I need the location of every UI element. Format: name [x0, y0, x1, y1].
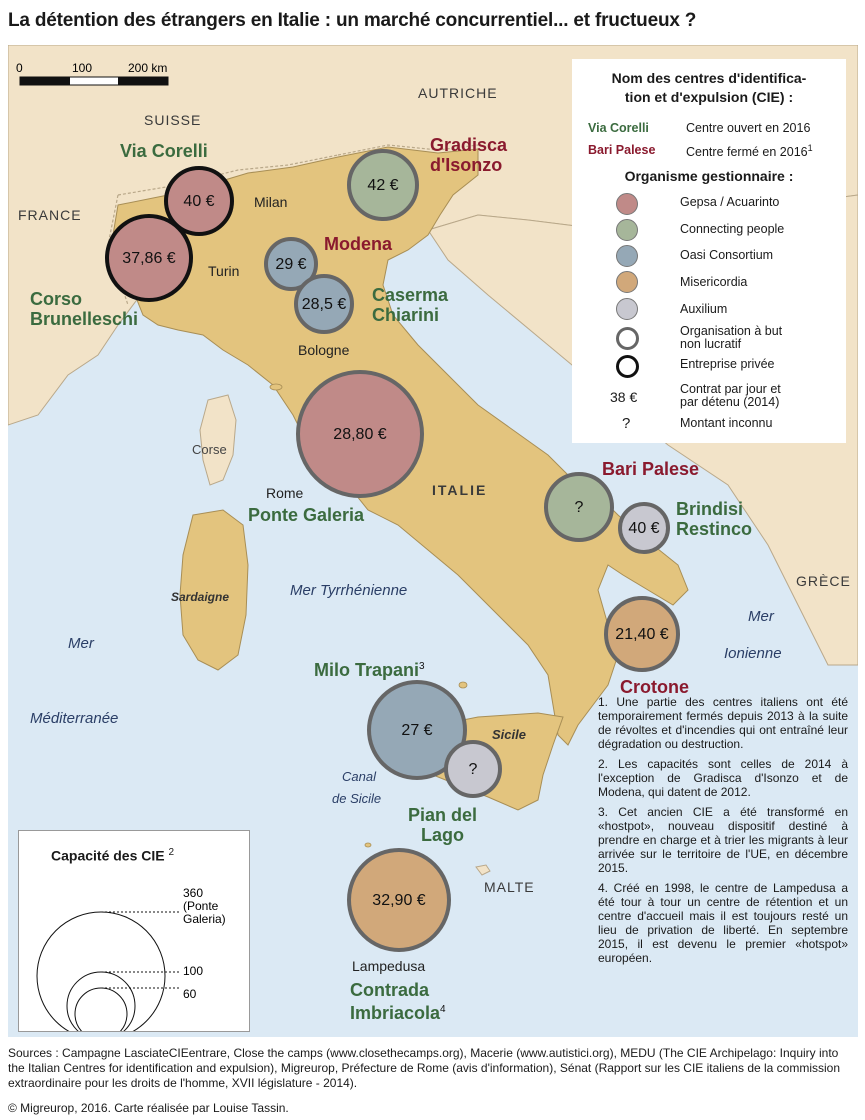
centre-crotone: Crotone — [620, 677, 689, 697]
circle-label-modena: 29 € — [275, 256, 307, 274]
centre-corso-line2: Brunelleschi — [30, 309, 139, 329]
centre-contrada-line2: Imbriacola — [350, 1003, 441, 1023]
centre-via-corelli: Via Corelli — [120, 141, 208, 161]
island-corse: Corse — [192, 442, 227, 457]
circle-label-ponte-galeria: 28,80 € — [333, 426, 387, 444]
swatch-gepsa — [616, 193, 638, 215]
city-turin: Turin — [208, 263, 240, 279]
legend-unknown-symbol: ? — [622, 415, 631, 432]
footnote-4: 4. Créé en 1998, le centre de Lampedusa a été tour à tour un centre de rétention et un centre d'accueil mais il est toujours resté un lieu de privation de liberté. En septembre 2015, il est devenu le premier «hotspot» européen. — [598, 881, 848, 965]
centre-gradisca-line2: d'Isonzo — [430, 155, 503, 175]
circle-label-caserma-chiarini: 28,5 € — [301, 296, 347, 314]
swatch-auxilium — [616, 298, 638, 320]
capacity-ponte-2: Galeria) — [183, 912, 226, 926]
circle-label-milo-trapani: 27 € — [401, 722, 433, 740]
island-sardaigne: Sardaigne — [171, 590, 230, 604]
legend-closed-desc-text: Centre fermé en 2016 — [686, 145, 808, 160]
circle-label-brindisi: 40 € — [628, 520, 660, 538]
legend-nonprofit-1: Organisation à but — [680, 324, 783, 338]
centre-brindisi-restinco — [676, 499, 752, 539]
legend-private: Entreprise privée — [680, 357, 775, 371]
legend-nonprofit-2: non lucratif — [680, 337, 742, 351]
legend-org-connecting: Connecting people — [680, 222, 785, 236]
centre-milo-trapani — [314, 657, 425, 680]
circle-label-gradisca: 42 € — [367, 177, 399, 195]
country-autriche: AUTRICHE — [418, 85, 498, 101]
scale-label-0: 0 — [16, 61, 23, 75]
centre-corso-brunelleschi — [30, 289, 138, 329]
centre-brindisi-line1: Brindisi — [676, 499, 744, 519]
centre-gradisca — [430, 135, 507, 175]
capacity-100: 100 — [183, 964, 204, 978]
footnote-1: 1. Une partie des centres italiens ont été temporairement fermés depuis 2013 à la suite de révoltes et d'incendies qui ont entraîné leur dégradation ou destruction. — [598, 695, 848, 751]
corsica — [200, 395, 236, 485]
sea-ionienne: Ionienne — [724, 645, 782, 662]
sources: Sources : Campagne LasciateCIEentrare, Close the camps (www.closethecamps.org), Macerie (www.autistici.org), MEDU (The CIE Archipelago: Inquiry into the Italian Centres for identification and expulsion), Migreurop, Préfecture de Rome (avis d'information), Sénat (Rapport sur les CIE italiens de la commission extraordinaire pour les droits de l'homme, XVII législature - 2014). — [8, 1046, 841, 1090]
circle-label-bari-palese: ? — [574, 499, 584, 517]
island-sicile: Sicile — [492, 727, 526, 742]
scale-bar — [20, 77, 168, 85]
scale-label-200: 200 km — [128, 61, 168, 75]
legend-contract-1: Contrat par jour et — [680, 382, 781, 396]
capacity-circles — [19, 831, 249, 1031]
centre-caserma-chiarini — [372, 285, 448, 325]
sea-mediterranee: Méditerranée — [30, 710, 119, 727]
capacity-legend — [18, 830, 250, 1032]
centre-contrada-imbriacola — [350, 980, 446, 1023]
legend-org-gepsa: Gepsa / Acuarinto — [680, 195, 780, 209]
malta — [476, 865, 490, 875]
centre-ponte-galeria: Ponte Galeria — [248, 505, 365, 525]
swatch-nonprofit — [616, 327, 639, 350]
country-suisse: SUISSE — [144, 112, 202, 128]
legend-closed-name: Bari Palese — [588, 143, 656, 157]
legend-org-auxilium: Auxilium — [680, 302, 728, 316]
city-lampedusa: Lampedusa — [352, 958, 426, 974]
footnote-3: 3. Cet ancien CIE a été transformé en «hostpot», nouveau dispositif destiné à prendre en charge et à trier les migrants à leur arrivée sur le territoire de l'UE, en décembre 2015. — [598, 805, 848, 875]
swatch-misericordia — [616, 271, 638, 293]
centre-bari-palese: Bari Palese — [602, 459, 700, 479]
scale-label-100: 100 — [72, 61, 93, 75]
circle-label-corso-brunelleschi: 37,86 € — [122, 250, 176, 268]
capacity-360-value: 360 — [183, 886, 204, 900]
city-milan: Milan — [254, 194, 288, 210]
circle-label-crotone: 21,40 € — [615, 626, 669, 644]
legend-org-oasi: Oasi Consortium — [680, 248, 774, 262]
circle-label-pian-del-lago: ? — [468, 761, 478, 779]
legend-open-name: Via Corelli — [588, 121, 649, 135]
legend-contract-2: par détenu (2014) — [680, 395, 780, 409]
capacity-title-text: Capacité des CIE — [51, 847, 165, 864]
centre-contrada-line1: Contrada — [350, 980, 430, 1000]
capacity-sup: 2 — [168, 847, 175, 858]
city-rome: Rome — [266, 485, 304, 501]
legend-org-misericordia: Misericordia — [680, 275, 748, 289]
map-title: La détention des étrangers en Italie : un marché concurrentiel... et fructueux ? — [8, 10, 697, 31]
swatch-private — [616, 355, 639, 378]
legend-title-2: tion et d'expulsion (CIE) : — [624, 89, 794, 105]
swatch-connecting — [616, 219, 638, 241]
map-area — [8, 45, 858, 1037]
country-france: FRANCE — [18, 207, 82, 223]
legend-open-desc: Centre ouvert en 2016 — [686, 121, 811, 135]
centre-milo-sup: 3 — [419, 661, 425, 672]
capacity-360 — [183, 887, 226, 926]
centre-pian-del-lago — [408, 805, 477, 845]
legend-closed-sup: 1 — [807, 143, 813, 153]
centre-contrada-sup: 4 — [440, 1004, 446, 1015]
legend-closed-desc — [686, 143, 813, 159]
sea-tyrrhenienne: Mer Tyrrhénienne — [290, 582, 408, 599]
centre-gradisca-line1: Gradisca — [430, 135, 508, 155]
legend-org-title: Organisme gestionnaire : — [624, 168, 794, 184]
circle-label-lampedusa: 32,90 € — [372, 892, 426, 910]
centre-pian-line2: Lago — [421, 825, 465, 845]
capacity-60: 60 — [183, 987, 197, 1001]
centre-brindisi-line2: Restinco — [676, 519, 753, 539]
centre-modena: Modena — [324, 234, 393, 254]
legend-contract-value: 38 € — [610, 389, 638, 405]
legend-contract — [680, 383, 781, 409]
centre-pian-line1: Pian del — [408, 805, 478, 825]
capacity-ponte-1: (Ponte — [183, 899, 219, 913]
centre-milo-text: Milo Trapani — [314, 660, 420, 680]
sea-mer: Mer — [68, 635, 94, 652]
legend-title-1: Nom des centres d'identifica- — [611, 70, 807, 86]
sea-de-sicile: de Sicile — [332, 791, 382, 806]
country-grece: GRÈCE — [796, 573, 851, 589]
sea-ionienne-mer: Mer — [748, 608, 774, 625]
legend-nonprofit — [680, 325, 782, 351]
legend-box — [572, 59, 846, 443]
footnote-2: 2. Les capacités sont celles de 2014 à l'exception de Gradisca d'Isonzo et de Modena, qui datent de 2012. — [598, 757, 848, 799]
footnotes — [598, 695, 848, 971]
sea-canal: Canal — [342, 769, 376, 784]
city-bologne: Bologne — [298, 342, 350, 358]
swatch-oasi — [616, 245, 638, 267]
centre-corso-line1: Corso — [30, 289, 83, 309]
circle-label-via-corelli: 40 € — [183, 193, 215, 211]
country-malte: MALTE — [484, 879, 535, 895]
country-italie: ITALIE — [432, 482, 488, 498]
centre-caserma-line2: Chiarini — [372, 305, 440, 325]
legend-unknown: Montant inconnu — [680, 416, 773, 430]
copyright: © Migreurop, 2016. Carte réalisée par Louise Tassin. — [8, 1101, 289, 1115]
centre-caserma-line1: Caserma — [372, 285, 449, 305]
